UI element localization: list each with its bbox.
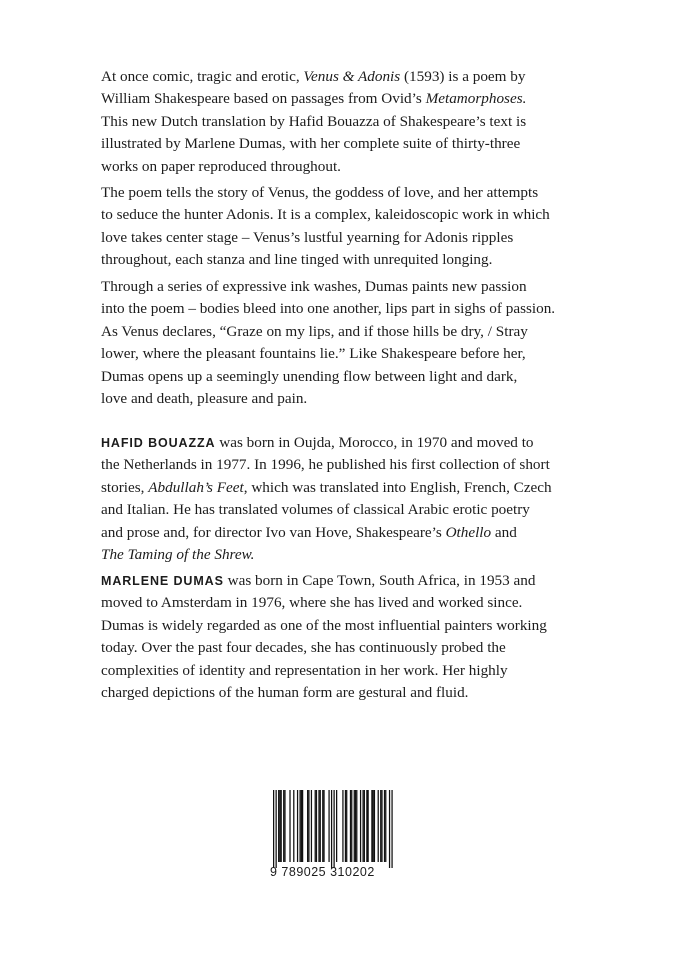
text-line: works on paper reproduced throughout. (101, 157, 341, 175)
barcode-bar (333, 790, 334, 868)
barcode-bar (389, 790, 390, 868)
text-line: complexities of identity and representation in her work. Her highly (101, 661, 508, 679)
barcode-bar (311, 790, 312, 862)
text-line: and prose and, for director Ivo van Hove, Shakespeare’s Othello and (101, 523, 517, 541)
barcode-bar (278, 790, 279, 862)
barcode-bar (331, 790, 332, 868)
text-line: MARLENE DUMAS was born in Cape Town, South Africa, in 1953 and (101, 572, 536, 589)
barcode-bar (276, 790, 277, 868)
author-name: MARLENE DUMAS (101, 574, 224, 588)
barcode-bar (322, 790, 323, 862)
barcode-bar (360, 790, 361, 862)
text-line: into the poem – bodies bleed into one another, lips part in sighs of passion. (101, 300, 556, 318)
barcode-bar (374, 790, 375, 862)
barcode-bar (297, 790, 298, 862)
barcode-bar (283, 790, 284, 862)
blurb-paragraph-1 (101, 66, 571, 178)
text-line: and Italian. He has translated volumes of classical Arabic erotic poetry (101, 501, 530, 519)
barcode-bar (301, 790, 302, 862)
barcode-bar (380, 790, 381, 862)
bio-marlene-dumas (101, 570, 571, 704)
text-line: Dumas is widely regarded as one of the most influential painters working (101, 616, 547, 634)
barcode-bars (270, 790, 396, 868)
barcode-bar (273, 790, 274, 868)
barcode-bar (299, 790, 300, 862)
barcode-bar (356, 790, 357, 862)
barcode-bar (391, 790, 392, 868)
barcode-bar (308, 790, 309, 862)
text-line: moved to Amsterdam in 1976, where she has lived and worked since. (101, 594, 523, 612)
bio-hafid-bouazza (101, 432, 571, 566)
author-name: HAFID BOUAZZA (101, 436, 216, 450)
text-line: lower, where the pleasant fountains lie.” Like Shakespeare before her, (101, 345, 526, 363)
barcode-bar (381, 790, 382, 862)
text-line: love and death, pleasure and pain. (101, 389, 308, 407)
blurb-paragraph-2 (101, 182, 571, 272)
barcode-bar (350, 790, 351, 862)
text-line: As Venus declares, “Graze on my lips, and if those hills be dry, / Stray (101, 322, 528, 340)
barcode-bar (378, 790, 379, 862)
text-line: throughout, each stanza and line tinged with unrequited longing. (101, 251, 493, 269)
barcode-bar (328, 790, 329, 862)
text-line: Through a series of expressive ink washes, Dumas paints new passion (101, 278, 527, 295)
isbn-digits: 9 789025 310202 (270, 865, 375, 879)
barcode-bar (346, 790, 347, 862)
text-line: charged depictions of the human form are gestural and fluid. (101, 683, 469, 701)
text-line: today. Over the past four decades, she has continuously probed the (101, 639, 506, 657)
barcode-bar (384, 790, 385, 862)
text-line: Dumas opens up a seemingly unending flow between light and dark, (101, 367, 518, 385)
isbn-barcode (270, 790, 396, 886)
text-line: The Taming of the Shrew. (101, 545, 255, 563)
barcode-bar (279, 790, 280, 862)
text-line: HAFID BOUAZZA was born in Oujda, Morocco, in 1970 and moved to (101, 434, 534, 451)
barcode-bar (293, 790, 294, 862)
blurb-paragraph-3 (101, 276, 571, 410)
barcode-bar (351, 790, 352, 862)
barcode-bar (281, 790, 282, 862)
text-line: the Netherlands in 1977. In 1996, he published his first collection of short (101, 456, 550, 474)
text-line: stories, Abdullah’s Feet, which was translated into English, French, Czech (101, 478, 552, 496)
barcode-bar (320, 790, 321, 862)
barcode-bar (284, 790, 285, 862)
text-line: illustrated by Marlene Dumas, with her complete suite of thirty-three (101, 135, 521, 153)
barcode-bar (354, 790, 355, 862)
barcode-bar (318, 790, 319, 862)
barcode-bar (362, 790, 363, 862)
barcode-bar (316, 790, 317, 862)
barcode-bar (289, 790, 290, 862)
text-line: This new Dutch translation by Hafid Bouazza of Shakespeare’s text is (101, 112, 527, 130)
barcode-bar (355, 790, 356, 862)
text-line: to seduce the hunter Adonis. It is a complex, kaleidoscopic work in which (101, 206, 550, 224)
text-line: At once comic, tragic and erotic, Venus & Adonis (1593) is a poem by (101, 68, 526, 85)
barcode-bar (373, 790, 374, 862)
barcode-bar (323, 790, 324, 862)
barcode-bar (342, 790, 343, 862)
barcode-bar (371, 790, 372, 862)
barcode-bar (364, 790, 365, 862)
barcode-bar (302, 790, 303, 862)
barcode-bar (315, 790, 316, 862)
barcode-bar (366, 790, 367, 862)
text-line: William Shakespeare based on passages from Ovid’s Metamorphoses. (101, 90, 527, 108)
barcode-bar (307, 790, 308, 862)
text-line: The poem tells the story of Venus, the goddess of love, and her attempts (101, 184, 539, 201)
barcode-bar (336, 790, 337, 862)
barcode-bar (345, 790, 346, 862)
text-line: love takes center stage – Venus’s lustful yearning for Adonis ripples (101, 228, 514, 246)
barcode-bar (368, 790, 369, 862)
barcode-bar (385, 790, 386, 862)
